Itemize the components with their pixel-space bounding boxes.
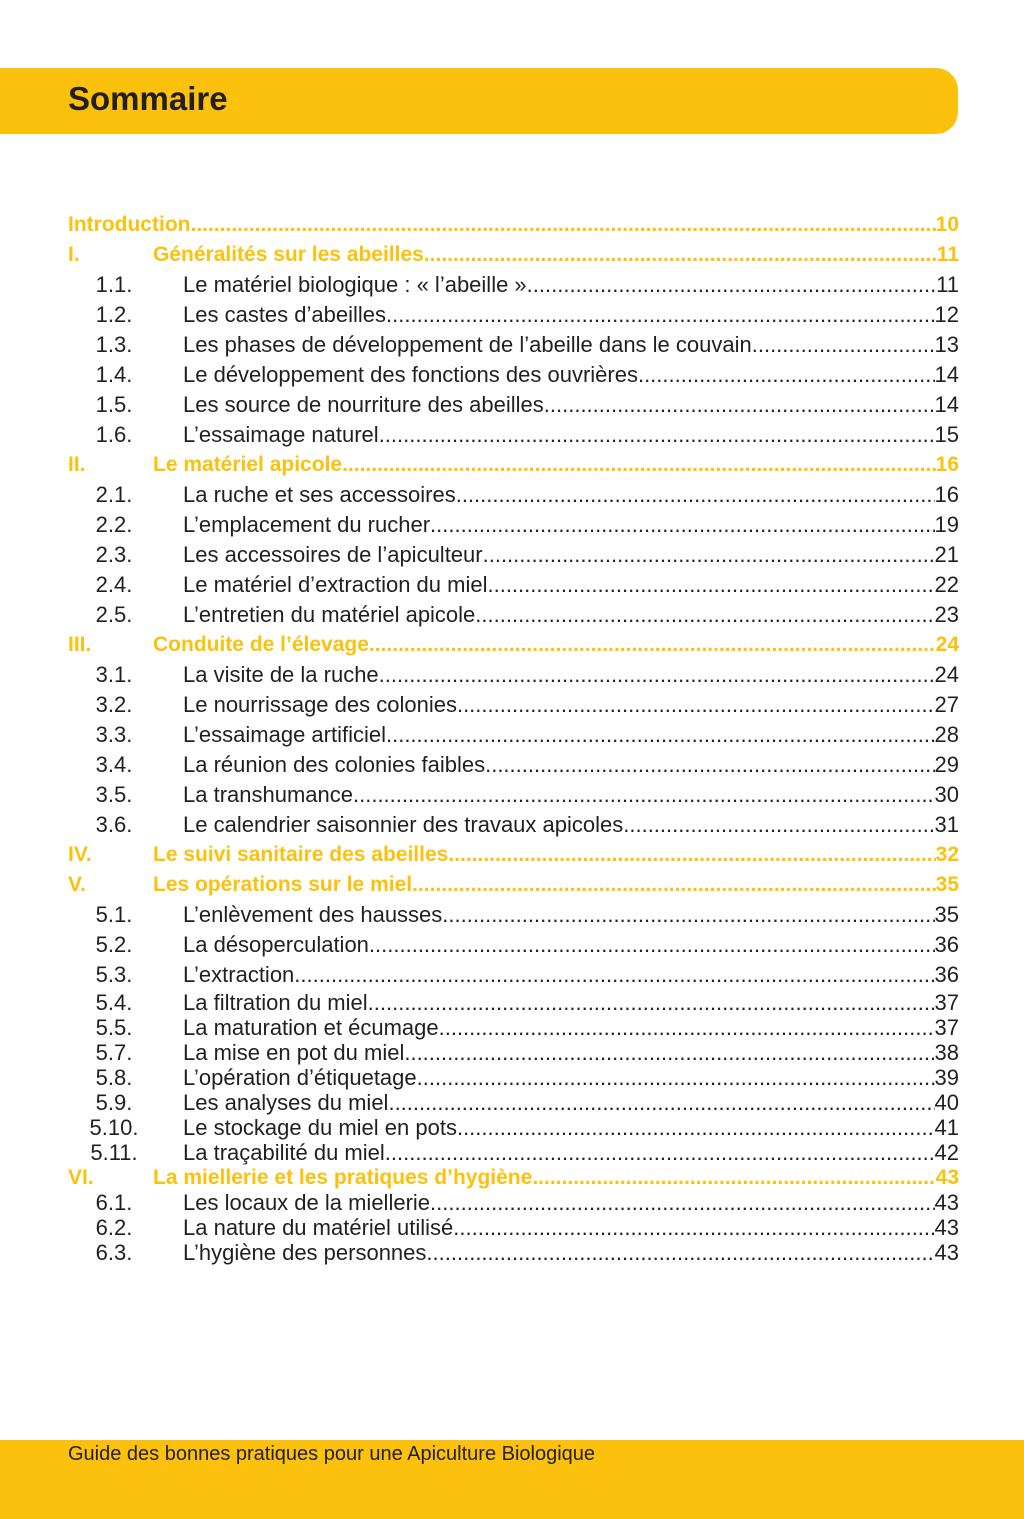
- toc-entry-title: La désoperculation: [183, 932, 369, 957]
- toc-entry-number: 6.1.: [95, 1190, 133, 1215]
- toc-page-number: 35: [935, 873, 959, 896]
- toc-entry-line: [183, 600, 959, 630]
- toc-leader-dots: [453, 1215, 934, 1240]
- toc-section-entry[interactable]: [68, 630, 959, 660]
- toc-leader-dots: [475, 600, 934, 630]
- toc-page-number: 32: [935, 843, 959, 866]
- toc-page-number: 36: [934, 932, 959, 957]
- toc-subsection-entry[interactable]: [68, 540, 959, 570]
- toc-page-number: 22: [934, 572, 959, 597]
- toc-entry-line: [183, 1215, 959, 1240]
- toc-page-number: 37: [934, 990, 959, 1015]
- toc-entry-number: 1.6.: [95, 422, 133, 447]
- toc-entry-number: 3.1.: [95, 662, 133, 687]
- toc-page-number: 27: [934, 692, 959, 717]
- toc-entry-number: II.: [68, 453, 86, 476]
- toc-leader-dots: [379, 660, 935, 690]
- toc-leader-dots: [544, 390, 935, 420]
- toc-entry-title: La maturation et écumage: [183, 1015, 439, 1040]
- toc-page-number: 14: [934, 392, 959, 417]
- toc-entry-title: L’enlèvement des hausses: [183, 902, 443, 927]
- toc-entry-line: [153, 1165, 959, 1190]
- toc-entry-title: Le matériel biologique : « l’abeille »: [183, 272, 527, 297]
- toc-entry-number: 5.1.: [95, 902, 133, 927]
- toc-entry-number: 5.9.: [95, 1090, 133, 1115]
- toc-entry-title: L’entretien du matériel apicole: [183, 602, 476, 627]
- toc-entry-title: Les phases de développement de l’abeille dans le couvain: [183, 332, 752, 357]
- toc-entry-number: 5.3.: [95, 962, 133, 987]
- toc-page-number: 23: [934, 602, 959, 627]
- toc-entry-title: Introduction: [68, 213, 191, 236]
- toc-subsection-entry[interactable]: [68, 1115, 959, 1140]
- toc-entry-title: Le suivi sanitaire des abeilles: [153, 843, 449, 866]
- toc-entry-number: 2.5.: [95, 602, 133, 627]
- toc-page-number: 43: [934, 1240, 959, 1265]
- toc-page-number: 21: [934, 542, 959, 567]
- toc-entry-number: 3.4.: [95, 752, 133, 777]
- toc-page-number: 14: [934, 362, 959, 387]
- toc-subsection-entry[interactable]: [68, 1040, 959, 1065]
- toc-page-number: 16: [935, 453, 959, 476]
- toc-entry-number: 1.1.: [95, 272, 133, 297]
- toc-page-number: 35: [934, 902, 959, 927]
- toc-entry-line: [183, 1240, 959, 1265]
- toc-leader-dots: [448, 840, 935, 870]
- toc-leader-dots: [487, 570, 934, 600]
- toc-leader-dots: [353, 780, 935, 810]
- toc-entry-title: Le matériel apicole: [153, 453, 343, 476]
- toc-entry-line: [183, 540, 959, 570]
- toc-entry-title: Le calendrier saisonnier des travaux apicoles: [183, 812, 624, 837]
- toc-entry-line: [183, 930, 959, 960]
- toc-section-entry[interactable]: [68, 240, 959, 270]
- toc-entry-title: Les opérations sur le miel: [153, 873, 413, 896]
- toc-page-number: 10: [935, 213, 959, 236]
- toc-subsection-entry[interactable]: [68, 1215, 959, 1240]
- toc-subsection-entry[interactable]: [68, 270, 959, 300]
- toc-leader-dots: [442, 900, 934, 930]
- toc-entry-number: 1.3.: [95, 332, 133, 357]
- toc-entry-title: Conduite de l’élevage: [153, 633, 369, 656]
- toc-entry-line: [183, 420, 959, 450]
- toc-subsection-entry[interactable]: [68, 900, 959, 930]
- toc-entry-line: [183, 570, 959, 600]
- toc-section-entry[interactable]: [68, 450, 959, 480]
- toc-leader-dots: [368, 990, 935, 1015]
- toc-page-number: 24: [934, 662, 959, 687]
- toc-entry-title: La visite de la ruche: [183, 662, 379, 687]
- toc-entry-title: L’essaimage naturel: [183, 422, 379, 447]
- toc-leader-dots: [430, 1190, 934, 1215]
- toc-subsection-entry[interactable]: [68, 1240, 959, 1265]
- toc-page-number: 11: [936, 272, 959, 297]
- toc-entry-number: 3.3.: [95, 722, 133, 747]
- toc-entry-title: Les locaux de la miellerie: [183, 1190, 431, 1215]
- toc-page-number: 43: [934, 1190, 959, 1215]
- toc-entry-number: 5.8.: [95, 1065, 133, 1090]
- toc-entry-title: Les accessoires de l’apiculteur: [183, 542, 483, 567]
- toc-entry-title: L’opération d’étiquetage: [183, 1065, 417, 1090]
- toc-subsection-entry[interactable]: [68, 690, 959, 720]
- toc-entry-number: IV.: [68, 843, 92, 866]
- toc-entry-number: 2.1.: [95, 482, 133, 507]
- toc-subsection-entry[interactable]: [68, 360, 959, 390]
- toc-subsection-entry[interactable]: [68, 1190, 959, 1215]
- toc-entry-line: [153, 870, 959, 900]
- toc-entry-line: [183, 390, 959, 420]
- toc-entry-number: 5.10.: [89, 1115, 139, 1140]
- toc-subsection-entry[interactable]: [68, 1015, 959, 1040]
- toc-entry-number: VI.: [68, 1166, 94, 1189]
- toc-entry-title: La transhumance: [183, 782, 353, 807]
- toc-page-number: 38: [934, 1040, 959, 1065]
- toc-entry-number: 6.3.: [95, 1240, 133, 1265]
- toc-leader-dots: [386, 720, 935, 750]
- toc-entry-line: [183, 1015, 959, 1040]
- toc-entry-number: 2.4.: [95, 572, 133, 597]
- toc-subsection-entry[interactable]: [68, 600, 959, 630]
- toc-subsection-entry[interactable]: [68, 1065, 959, 1090]
- toc-entry-title: L’emplacement du rucher: [183, 512, 431, 537]
- toc-entry-number: 1.5.: [95, 392, 133, 417]
- toc-subsection-entry[interactable]: [68, 330, 959, 360]
- toc-entry-line: [183, 1115, 959, 1140]
- toc-leader-dots: [485, 750, 934, 780]
- toc-leader-dots: [439, 1015, 935, 1040]
- toc-entry-line: [183, 810, 959, 840]
- toc-entry-title: Le stockage du miel en pots: [183, 1115, 457, 1140]
- toc-entry-number: 5.5.: [95, 1015, 133, 1040]
- toc-entry-line: [183, 780, 959, 810]
- toc-section-entry[interactable]: [68, 870, 959, 900]
- toc-subsection-entry[interactable]: [68, 720, 959, 750]
- toc-entry-line: [153, 450, 959, 480]
- toc-page-number: 11: [936, 243, 959, 266]
- toc-leader-dots: [483, 540, 935, 570]
- toc-entry-line: [183, 1065, 959, 1090]
- toc-page-number: 39: [934, 1065, 959, 1090]
- table-of-contents: [68, 210, 959, 1265]
- toc-leader-dots: [623, 810, 934, 840]
- toc-subsection-entry[interactable]: [68, 1090, 959, 1115]
- toc-entry-title: Les castes d’abeilles: [183, 302, 387, 327]
- toc-leader-dots: [417, 1065, 935, 1090]
- toc-page-number: 42: [934, 1140, 959, 1165]
- toc-entry-title: La traçabilité du miel: [183, 1140, 385, 1165]
- toc-page-number: 43: [935, 1166, 959, 1189]
- toc-entry-line: [68, 210, 959, 240]
- toc-page-number: 24: [935, 633, 959, 656]
- toc-page-number: 41: [934, 1115, 959, 1140]
- toc-leader-dots: [386, 300, 935, 330]
- toc-entry-number: 6.2.: [95, 1215, 133, 1240]
- toc-entry-number: 2.3.: [95, 542, 133, 567]
- page-title: Sommaire: [68, 80, 228, 117]
- footer-text: Guide des bonnes pratiques pour une Apiculture Biologique: [68, 1443, 596, 1465]
- toc-page-number: 31: [934, 812, 959, 837]
- toc-entry-line: [153, 630, 959, 660]
- toc-leader-dots: [457, 1115, 935, 1140]
- toc-leader-dots: [457, 690, 935, 720]
- toc-page-number: 43: [934, 1215, 959, 1240]
- toc-entry-number: 2.2.: [95, 512, 133, 537]
- toc-section-entry[interactable]: [68, 840, 959, 870]
- toc-entry-title: Le nourrissage des colonies: [183, 692, 457, 717]
- toc-leader-dots: [527, 270, 936, 300]
- toc-entry-line: [183, 960, 959, 990]
- toc-leader-dots: [638, 360, 935, 390]
- toc-entry-number: 3.6.: [95, 812, 133, 837]
- toc-entry-number: 1.2.: [95, 302, 133, 327]
- toc-subsection-entry[interactable]: [68, 570, 959, 600]
- toc-leader-dots: [430, 510, 934, 540]
- toc-entry-line: [183, 510, 959, 540]
- toc-page-number: 30: [934, 782, 959, 807]
- toc-page-number: 28: [934, 722, 959, 747]
- toc-subsection-entry[interactable]: [68, 990, 959, 1015]
- toc-entry-title: L’hygiène des personnes: [183, 1240, 427, 1265]
- toc-subsection-entry[interactable]: [68, 1140, 959, 1165]
- toc-subsection-entry[interactable]: [68, 750, 959, 780]
- toc-leader-dots: [385, 1140, 935, 1165]
- toc-entry-number: 5.11.: [90, 1140, 138, 1165]
- toc-entry-title: Les analyses du miel: [183, 1090, 389, 1115]
- toc-entry-line: [183, 720, 959, 750]
- toc-entry-title: La nature du matériel utilisé: [183, 1215, 454, 1240]
- toc-entry-line: [183, 330, 959, 360]
- toc-entry-title: Le matériel d’extraction du miel: [183, 572, 488, 597]
- toc-entry-number: I.: [68, 243, 80, 266]
- toc-entry-line: [153, 840, 959, 870]
- toc-leader-dots: [369, 930, 935, 960]
- toc-entry-title: Généralités sur les abeilles: [153, 243, 424, 266]
- toc-leader-dots: [294, 960, 934, 990]
- toc-section-entry[interactable]: [68, 210, 959, 240]
- toc-entry-line: [183, 900, 959, 930]
- toc-subsection-entry[interactable]: [68, 390, 959, 420]
- toc-entry-line: [183, 690, 959, 720]
- toc-subsection-entry[interactable]: [68, 960, 959, 990]
- toc-leader-dots: [388, 1090, 934, 1115]
- toc-subsection-entry[interactable]: [68, 300, 959, 330]
- toc-entry-line: [183, 1140, 959, 1165]
- toc-entry-number: 1.4.: [95, 362, 133, 387]
- toc-entry-number: III.: [68, 633, 92, 656]
- toc-entry-number: 5.7.: [95, 1040, 133, 1065]
- toc-entry-number: 3.2.: [95, 692, 133, 717]
- toc-page-number: 29: [934, 752, 959, 777]
- toc-entry-title: L’essaimage artificiel: [183, 722, 386, 747]
- toc-entry-number: 5.2.: [95, 932, 133, 957]
- toc-subsection-entry[interactable]: [68, 810, 959, 840]
- toc-leader-dots: [752, 330, 935, 360]
- toc-page-number: 15: [934, 422, 959, 447]
- toc-entry-title: La mise en pot du miel: [183, 1040, 405, 1065]
- toc-leader-dots: [532, 1165, 935, 1190]
- toc-entry-line: [153, 240, 959, 270]
- toc-entry-line: [183, 1190, 959, 1215]
- toc-leader-dots: [456, 480, 935, 510]
- toc-entry-title: La réunion des colonies faibles: [183, 752, 486, 777]
- toc-entry-title: La filtration du miel: [183, 990, 368, 1015]
- toc-entry-line: [183, 1090, 959, 1115]
- toc-entry-title: L’extraction: [183, 962, 295, 987]
- toc-entry-line: [183, 480, 959, 510]
- toc-entry-title: Le développement des fonctions des ouvrières: [183, 362, 638, 387]
- toc-entry-line: [183, 750, 959, 780]
- toc-entry-line: [183, 660, 959, 690]
- toc-leader-dots: [190, 210, 935, 240]
- toc-page-number: 19: [934, 512, 959, 537]
- toc-subsection-entry[interactable]: [68, 420, 959, 450]
- toc-leader-dots: [412, 870, 936, 900]
- toc-entry-number: V.: [68, 873, 86, 896]
- toc-entry-line: [183, 990, 959, 1015]
- toc-entry-line: [183, 270, 959, 300]
- toc-entry-number: 5.4.: [95, 990, 133, 1015]
- toc-entry-line: [183, 300, 959, 330]
- toc-leader-dots: [379, 420, 935, 450]
- toc-subsection-entry[interactable]: [68, 480, 959, 510]
- toc-leader-dots: [404, 1040, 934, 1065]
- toc-leader-dots: [424, 240, 937, 270]
- toc-entry-line: [183, 1040, 959, 1065]
- toc-page-number: 36: [934, 962, 959, 987]
- toc-page-number: 12: [934, 302, 959, 327]
- toc-subsection-entry[interactable]: [68, 780, 959, 810]
- toc-page-number: 37: [934, 1015, 959, 1040]
- toc-entry-title: La miellerie et les pratiques d’hygiène: [153, 1166, 533, 1189]
- toc-page-number: 13: [934, 332, 959, 357]
- toc-leader-dots: [342, 450, 936, 480]
- toc-entry-number: 3.5.: [95, 782, 133, 807]
- toc-section-entry[interactable]: [68, 1165, 959, 1190]
- toc-page-number: 40: [934, 1090, 959, 1115]
- toc-subsection-entry[interactable]: [68, 660, 959, 690]
- toc-entry-line: [183, 360, 959, 390]
- toc-leader-dots: [426, 1240, 934, 1265]
- toc-page-number: 16: [934, 482, 959, 507]
- toc-subsection-entry[interactable]: [68, 510, 959, 540]
- toc-entry-title: Les source de nourriture des abeilles: [183, 392, 544, 417]
- toc-entry-title: La ruche et ses accessoires: [183, 482, 456, 507]
- toc-leader-dots: [369, 630, 936, 660]
- toc-subsection-entry[interactable]: [68, 930, 959, 960]
